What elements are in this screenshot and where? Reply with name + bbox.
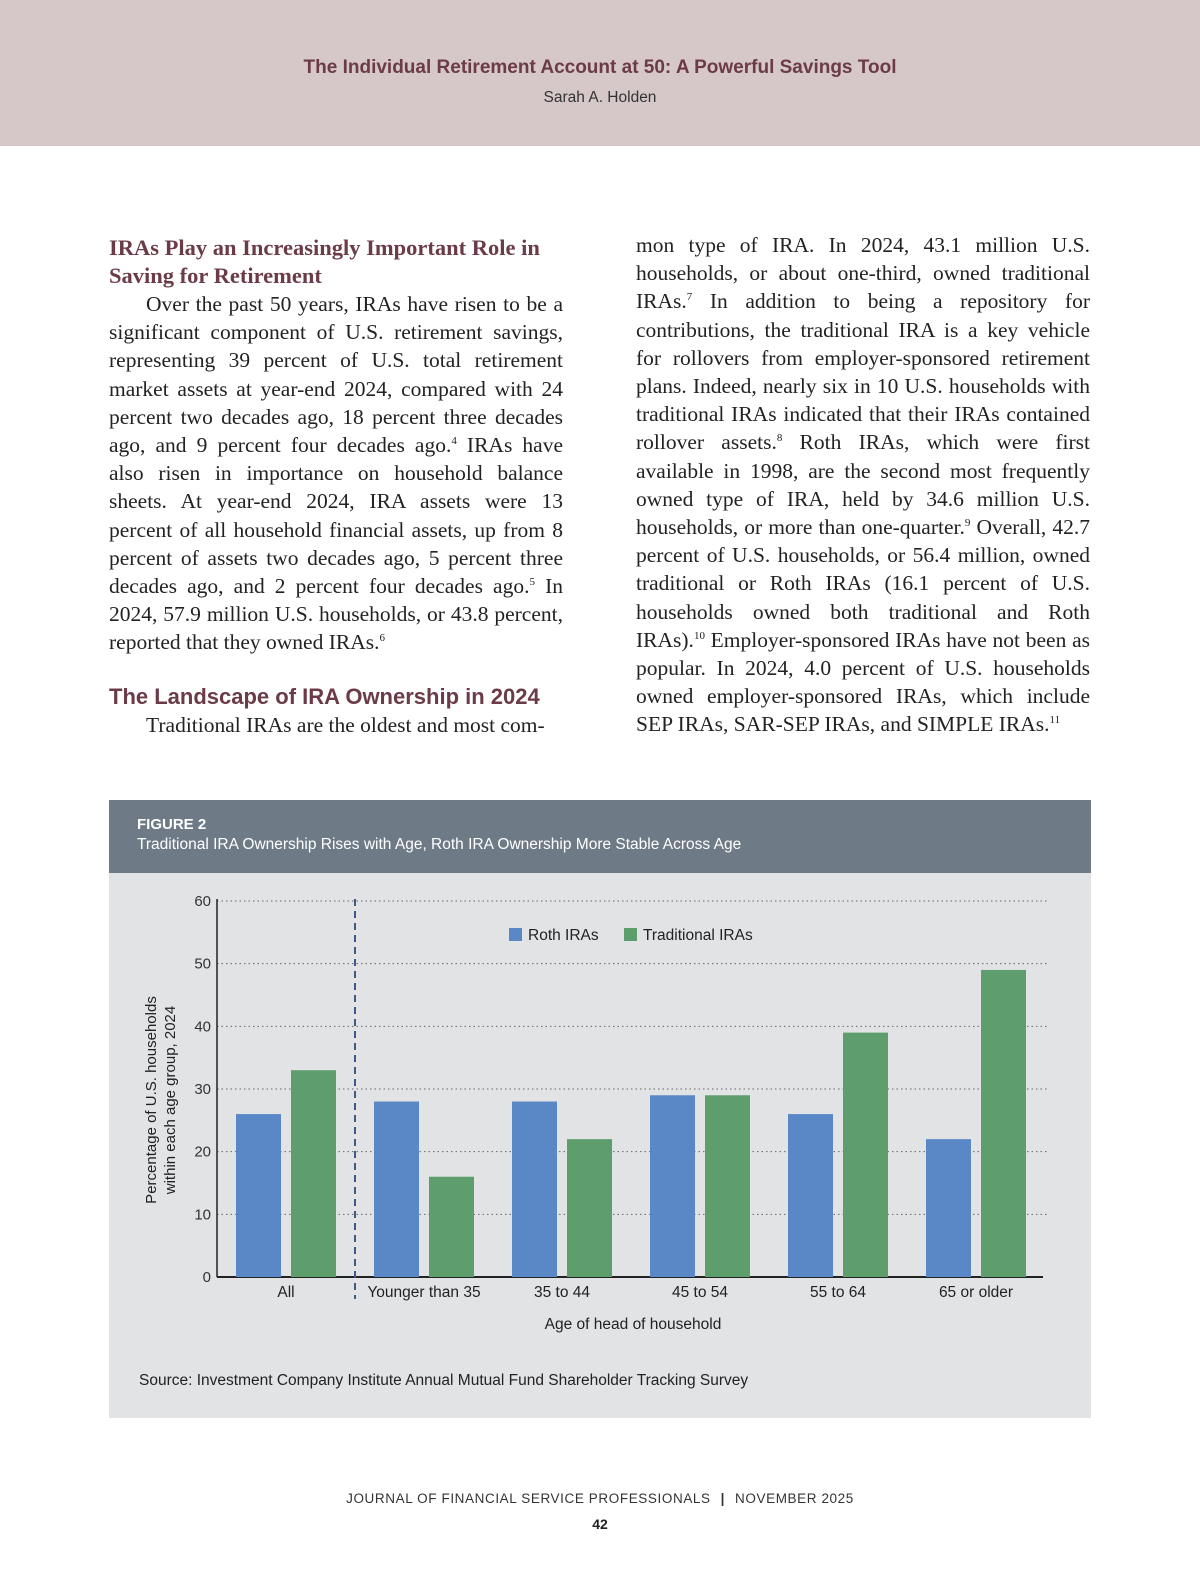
x-tick-label: 35 to 44 [533,1284,591,1301]
issue-date: NOVEMBER 2025 [735,1491,854,1506]
article-title: The Individual Retirement Account at 50: A Powerful Savings Tool [303,57,897,78]
footer-separator: | [720,1491,726,1506]
figure-source: Source: Investment Company Institute Annual Mutual Fund Shareholder Tracking Survey [139,1372,749,1389]
bar-traditional [429,1177,474,1277]
x-tick-label: 65 or older [938,1284,1014,1301]
legend-swatch [624,928,637,941]
figure-2 [109,800,1091,1418]
y-tick-label: 20 [194,1143,211,1161]
page-number: 42 [592,1516,608,1532]
paragraph-landscape-start: Traditional IRAs are the oldest and most com- [146,712,545,737]
y-tick-label: 30 [194,1081,211,1098]
bar-traditional [567,1139,612,1277]
footnote-ref: 6 [379,632,385,645]
bar-roth [236,1114,281,1277]
footnote-ref: 8 [776,432,783,445]
right-column [636,231,1090,739]
figure-label: FIGURE 2 [137,816,207,833]
page-footer [0,1491,1200,1506]
figure-title: Traditional IRA Ownership Rises with Age, Roth IRA Ownership More Stable Across Age [137,836,742,853]
x-tick-label: 45 to 54 [671,1284,729,1301]
section-heading-landscape: The Landscape of IRA Ownership in 2024 [109,683,540,709]
bar-traditional [291,1070,336,1277]
legend-label: Roth IRAs [528,927,599,944]
page-header [0,0,1200,146]
bar-roth [926,1139,971,1277]
y-axis-title: Percentage of U.S. households [143,996,160,1204]
bar-traditional [981,970,1026,1277]
y-tick-label: 40 [194,1018,211,1036]
legend-label: Traditional IRAs [643,927,753,944]
footnote-ref: 11 [1049,714,1061,727]
bar-roth [374,1102,419,1277]
y-tick-label: 0 [202,1269,211,1286]
y-tick-label: 60 [194,893,211,910]
footnote-ref: 10 [693,629,705,642]
legend-swatch [509,928,522,941]
y-axis-title: within each age group, 2024 [162,1005,179,1195]
footnote-ref: 7 [686,291,693,304]
bar-traditional [843,1033,888,1277]
bar-chart [109,800,1091,1418]
bar-roth [788,1114,833,1277]
paragraph-iras-role: Over the past 50 years, IRAs have risen to be a significant component of U.S. retirement savings, representing 39 percent of U.S. total retirement market assets at year-end 2024, compared with 24 percent two decades ago, 18 percent three decades ago, and 9 percent four decades ago.$^4$ IRAs have also risen in importance on household balance sheets. At year-end 2024, IRA assets were 13 percent of all household financial assets, up from 8 percent of assets two decades ago, 5 percent three decades ago, and 2 percent four decades ago.$^5$ In 2024, 57.9 million U.S. households, or 43.8 percent, reported that they owned IRAs.$^6$ [109,292,563,655]
left-column [109,231,563,739]
section-heading-iras-role: IRAs Play an Increasingly Important Role in Saving for Retirement [109,235,540,288]
x-tick-label: Younger than 35 [367,1284,481,1301]
y-tick-label: 50 [194,955,211,973]
footnote-ref: 9 [964,517,971,530]
paragraph-landscape-continued: mon type of IRA. In 2024, 43.1 million U.S. households, or about one-third, owned traditional IRAs.$^7$ In addition to being a repository for contributions, the traditional IRA is a key vehicle for rollovers from employer-sponsored retirement plans. Indeed, nearly six in 10 U.S. households with traditional IRAs indicated that their IRAs contained rollover assets.$^8$ Roth IRAs, which were first available in 1998, are the second most frequently owned type of IRA, held by 34.6 million U.S. households, or more than one-quarter.$^9$ Overall, 42.7 percent of U.S. households, or 56.4 million, owned traditional or Roth IRAs (16.1 percent of U.S. households owned both traditional and Roth IRAs).$^{10}$ Employer-sponsored IRAs have not been as popular. In 2024, 4.0 percent of U.S. households owned employer-sponsored IRAs, which include SEP IRAs, SAR-SEP IRAs, and SIMPLE IRAs.$^{11}$ [636,233,1091,737]
journal-name: JOURNAL OF FINANCIAL SERVICE PROFESSIONALS [346,1491,711,1506]
x-tick-label: 55 to 64 [809,1284,867,1301]
x-tick-label: All [277,1284,295,1301]
x-axis-title: Age of head of household [544,1316,722,1333]
article-author: Sarah A. Holden [543,89,657,106]
bar-roth [512,1102,557,1277]
footnote-ref: 5 [529,576,535,589]
bar-roth [650,1095,695,1277]
y-tick-label: 10 [194,1206,211,1224]
bar-traditional [705,1095,750,1277]
footnote-ref: 4 [451,435,457,448]
